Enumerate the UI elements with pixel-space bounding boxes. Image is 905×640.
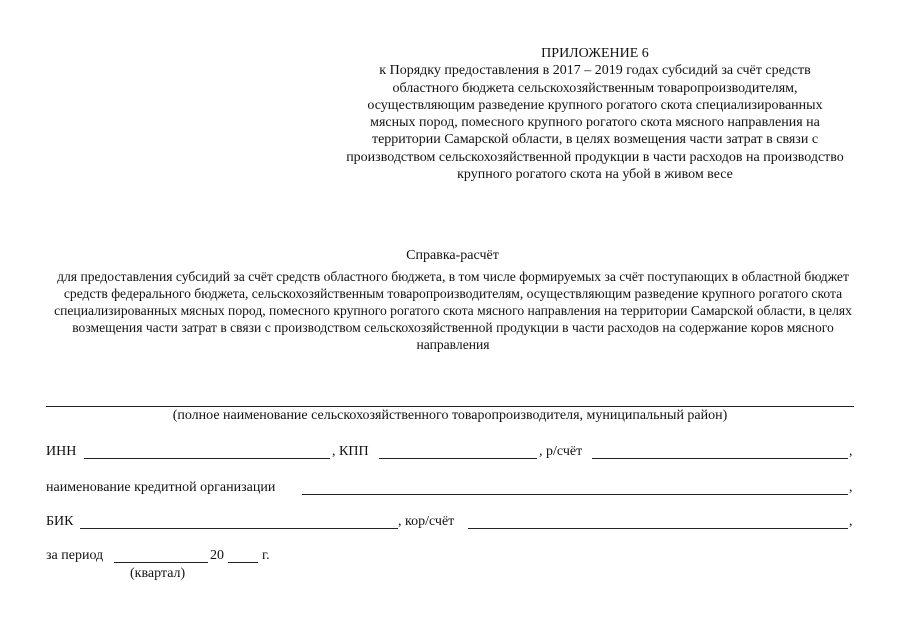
appendix-title: ПРИЛОЖЕНИЕ 6 [541,46,649,61]
producer-name-caption: (полное наименование сельскохозяйственного товаропроизводителя, муниципальный район) [172,408,728,423]
row-end-comma: , [849,444,853,459]
document-title: Справка-расчёт [406,248,499,263]
corr-account-label: , кор/счёт [398,514,455,529]
bik-field[interactable] [80,528,398,529]
inn-field[interactable] [84,458,330,459]
appendix-text: к Порядку предоставления в 2017 – 2019 годах субсидий за счёт средств областного бюджета сельскохозяйственным товаропроизводителям, осуществляющим разведение крупного рогатого скота специализированных мясных пород, помесного крупного рогатого скота мясного направления на территории Самарской области, в целях возмещения части затрат в связи с производством сельскохозяйственной продукции в части расходов на производство крупного рогатого скота на убой в живом весе [346,63,844,183]
quarter-caption: (квартал) [130,566,186,581]
bik-label: БИК [46,514,74,529]
row-end-comma: , [849,480,853,495]
account-field[interactable] [592,458,848,459]
kpp-label: , КПП [332,444,369,459]
year-suffix: г. [262,548,270,563]
document-subtitle: для предоставления субсидий за счёт средств областного бюджета, в том числе формируемых за счёт поступающих в областной бюджет средств федерального бюджета, сельскохозяйственным товаропроизводителям, осуществляющим разведение крупного рогатого скота специализированных мясных пород, помесного крупного рогатого скота мясного направления на территории Самарской области, в целях возмещения части затрат в связи с производством сельскохозяйственной продукции в части расходов на содержание коров мясного направления [54,269,852,352]
appendix-header [340,45,850,183]
inn-row [46,444,856,462]
period-label: за период [46,548,104,563]
period-row [46,548,306,566]
account-label: , р/счёт [539,444,583,459]
bik-row [46,514,856,532]
year-field[interactable] [228,562,258,563]
row-end-comma: , [849,514,853,529]
bank-label: наименование кредитной организации [46,480,276,495]
bank-row [46,480,856,498]
year-prefix: 20 [210,548,224,563]
bank-field[interactable] [302,494,848,495]
producer-name-field[interactable] [46,406,854,407]
kpp-field[interactable] [379,458,537,459]
corr-account-field[interactable] [468,528,848,529]
inn-label: ИНН [46,444,77,459]
quarter-field[interactable] [114,562,208,563]
